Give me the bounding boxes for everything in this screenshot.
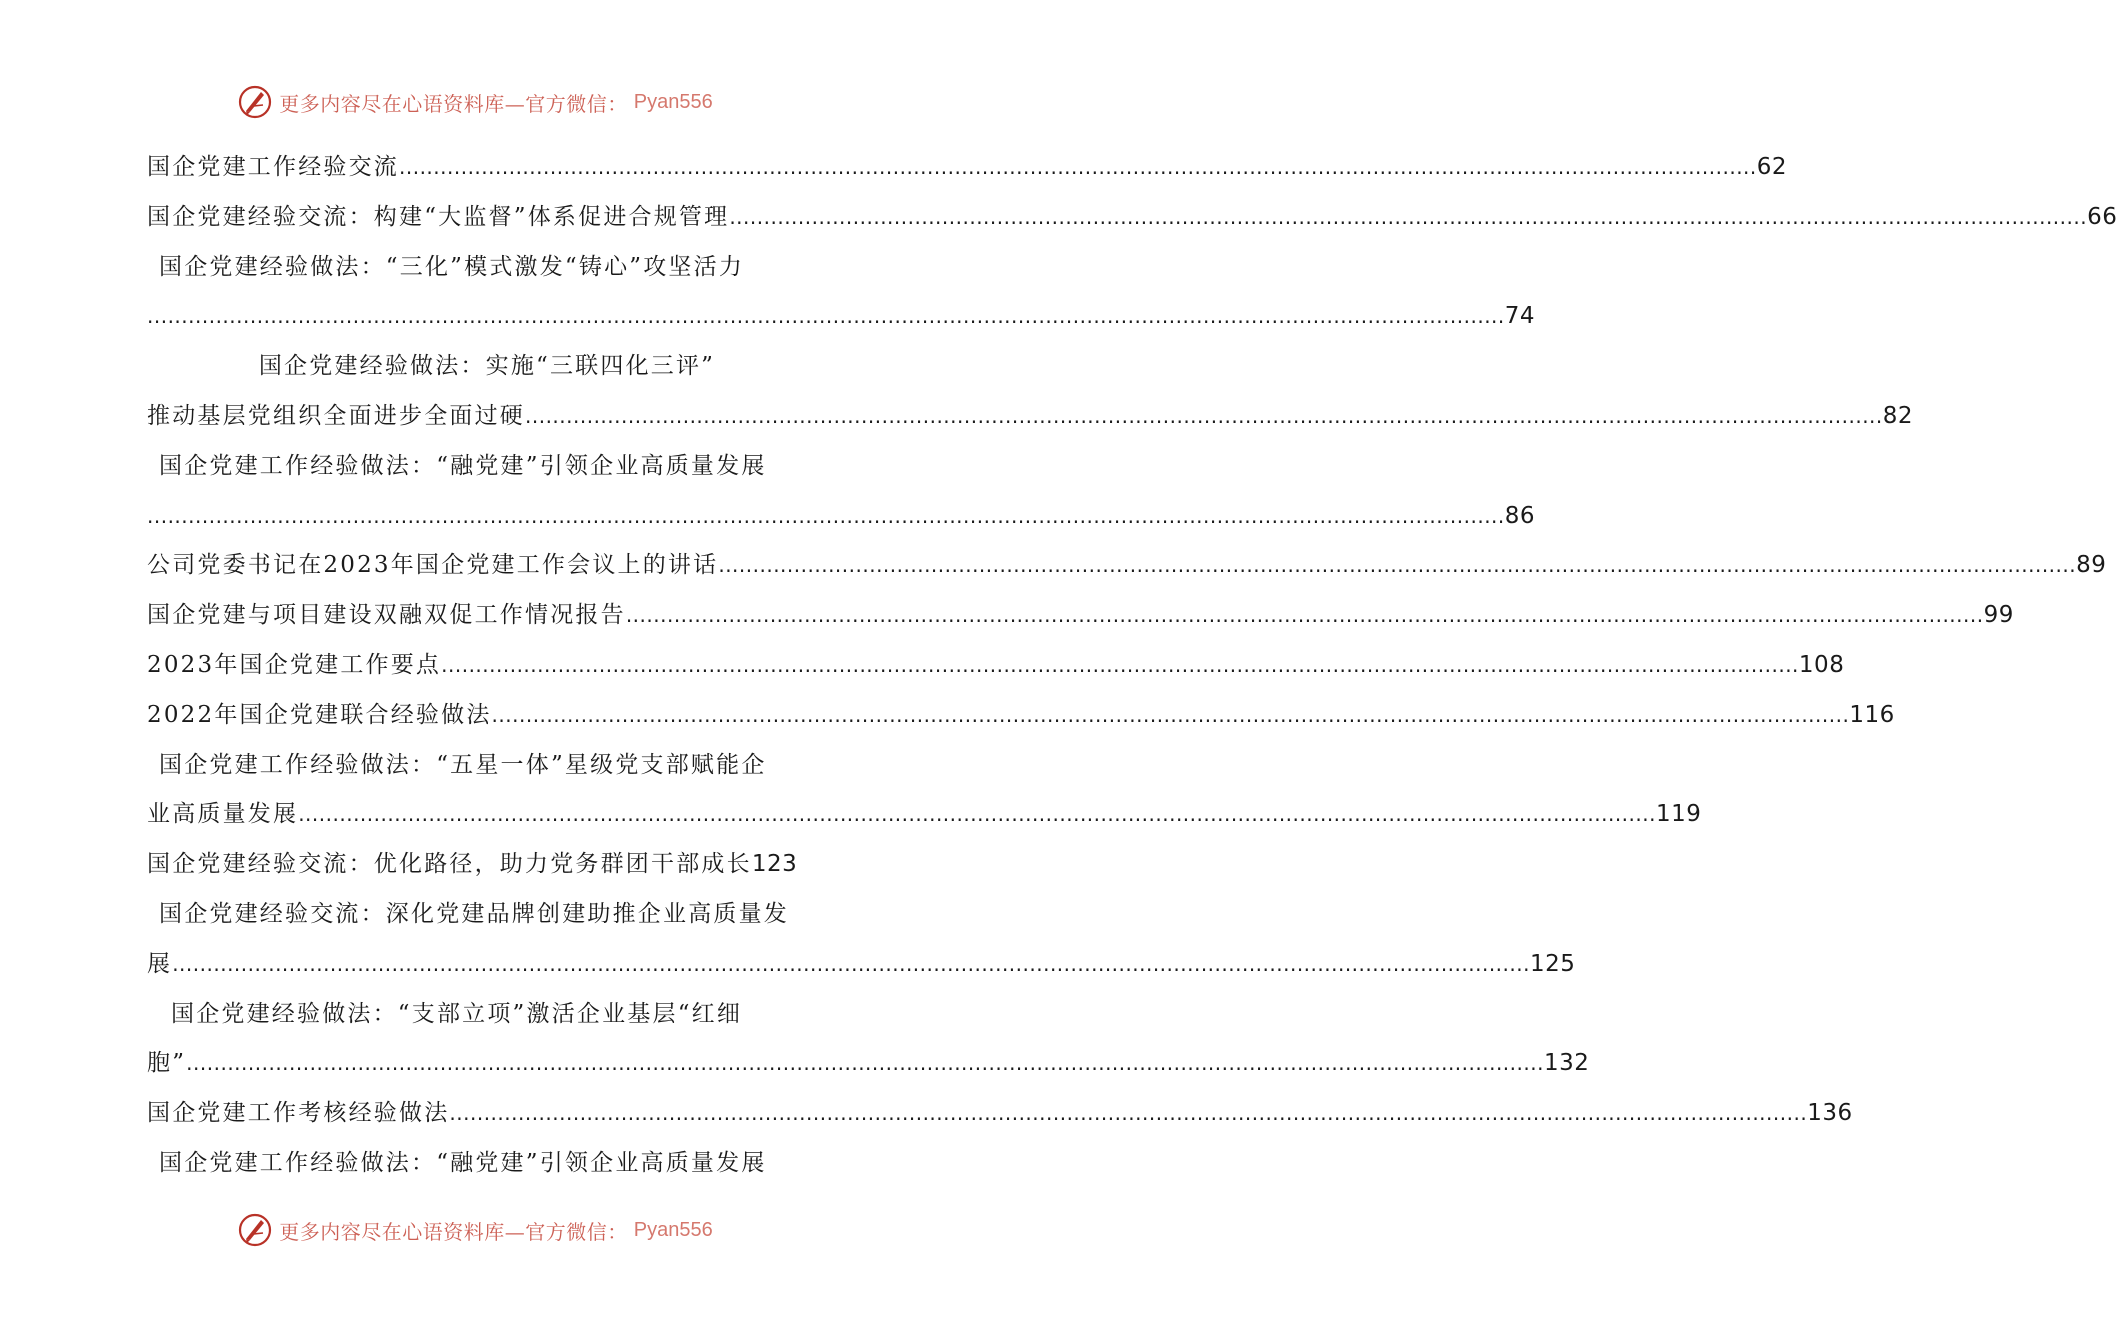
toc-entry-title: 2022年国企党建联合经验做法 [147,701,492,728]
toc-entry-title: 国企党建工作经验做法：“融党建”引领企业高质量发展 [159,452,767,479]
toc-leader-dots [399,143,1757,193]
toc-leader-dots [172,940,1530,990]
toc-entry-page: 82 [1882,402,1914,429]
toc-entry-page: 99 [1983,602,2014,629]
toc-entry-page: 66 [2087,203,2117,230]
toc-entry-page: 136 [1807,1100,1853,1127]
toc-entry[interactable] [147,1089,1853,1139]
toc-entry-title: 国企党建经验做法：实施“三联四化三评” [258,353,716,380]
toc-entry[interactable] [147,1139,807,1189]
toc-entry-title: 国企党建经验交流：优化路径，助力党务群团干部成长 [147,851,752,878]
toc-entry-page: 116 [1849,701,1895,728]
table-of-contents [147,143,2117,1189]
toc-leader-dots [441,641,1799,691]
toc-leader-dots [147,292,1505,342]
toc-entry[interactable] [147,193,2117,243]
toc-entry-page: 132 [1543,1050,1590,1077]
toc-entry-title: 国企党建经验做法：“三化”模式激发“铸心”攻坚活力 [159,253,745,280]
toc-entry-title: 国企党建工作经验做法：“五星一体”星级党支部赋能企 [159,751,767,778]
toc-entry[interactable] [147,541,2107,591]
toc-entry-continuation[interactable] [147,940,1576,990]
toc-entry[interactable] [147,741,807,791]
toc-entry-title: 国企党建经验交流：深化党建品牌创建助推企业高质量发 [159,900,789,927]
toc-entry[interactable] [147,691,1895,741]
toc-entry-title: 国企党建工作经验交流 [147,154,399,180]
toc-leader-dots [626,591,1984,641]
toc-leader-dots [298,790,1656,840]
toc-entry-title: 展 [147,950,173,977]
toc-entry[interactable] [147,890,807,940]
toc-leader-dots [492,691,1850,741]
watermark-wechat-id: Pyan556 [633,90,713,113]
toc-entry-title: 国企党建经验交流：构建“大监督”体系促进合规管理 [147,203,730,230]
toc-entry-page: 108 [1798,651,1845,678]
toc-entry-page: 89 [2076,552,2107,579]
toc-leader-dots [729,193,2087,243]
toc-entry-title: 公司党委书记在2023年国企党建工作会议上的讲话 [147,552,719,579]
watermark-text: 更多内容尽在心语资料库—官方微信： [279,91,628,116]
toc-entry-title: 业高质量发展 [147,801,299,828]
toc-entry[interactable] [147,442,807,492]
quill-logo-icon [237,84,273,120]
toc-entry[interactable] [147,840,807,890]
toc-entry-page: 86 [1504,502,1536,529]
toc-entry-continuation[interactable] [147,392,1914,442]
toc-entry-page: 123 [751,851,798,878]
toc-entry-page: 74 [1504,303,1536,330]
toc-entry-title: 国企党建经验做法：“支部立项”激活企业基层“红细 [171,1000,743,1027]
toc-entry[interactable] [147,591,2014,641]
toc-leader-dots [718,541,2076,591]
toc-entry-title: 推动基层党组织全面进步全面过硬 [147,402,525,429]
toc-leader-dots [186,1039,1544,1089]
quill-logo-icon [237,1212,273,1248]
toc-leader-dots [449,1089,1807,1139]
toc-entry-title: 国企党建工作经验做法：“融党建”引领企业高质量发展 [159,1149,767,1176]
toc-entry-page: 119 [1655,801,1702,828]
toc-leader-dots [147,492,1505,542]
toc-entry[interactable] [147,243,807,293]
toc-entry[interactable] [147,143,1788,193]
toc-entry[interactable] [147,641,1845,691]
toc-entry-continuation[interactable] [147,492,1536,542]
toc-entry-continuation[interactable] [147,1039,1590,1089]
watermark-wechat-id: Pyan556 [633,1218,713,1241]
watermark-banner-bottom [0,1210,950,1250]
toc-entry-title: 国企党建与项目建设双融双促工作情况报告 [147,602,626,629]
watermark-banner-top [0,82,950,122]
toc-entry-continuation[interactable] [147,790,1702,840]
toc-entry[interactable] [147,990,807,1040]
toc-entry-continuation[interactable] [147,292,1536,342]
toc-entry-title: 国企党建工作考核经验做法 [147,1100,450,1127]
toc-entry-page: 62 [1756,154,1788,180]
toc-entry[interactable] [147,342,807,392]
toc-entry-page: 125 [1529,950,1576,977]
toc-entry-title: 2023年国企党建工作要点 [147,651,442,678]
toc-entry-title: 胞” [147,1050,187,1077]
toc-leader-dots [525,392,1883,442]
watermark-text: 更多内容尽在心语资料库—官方微信： [279,1219,628,1244]
